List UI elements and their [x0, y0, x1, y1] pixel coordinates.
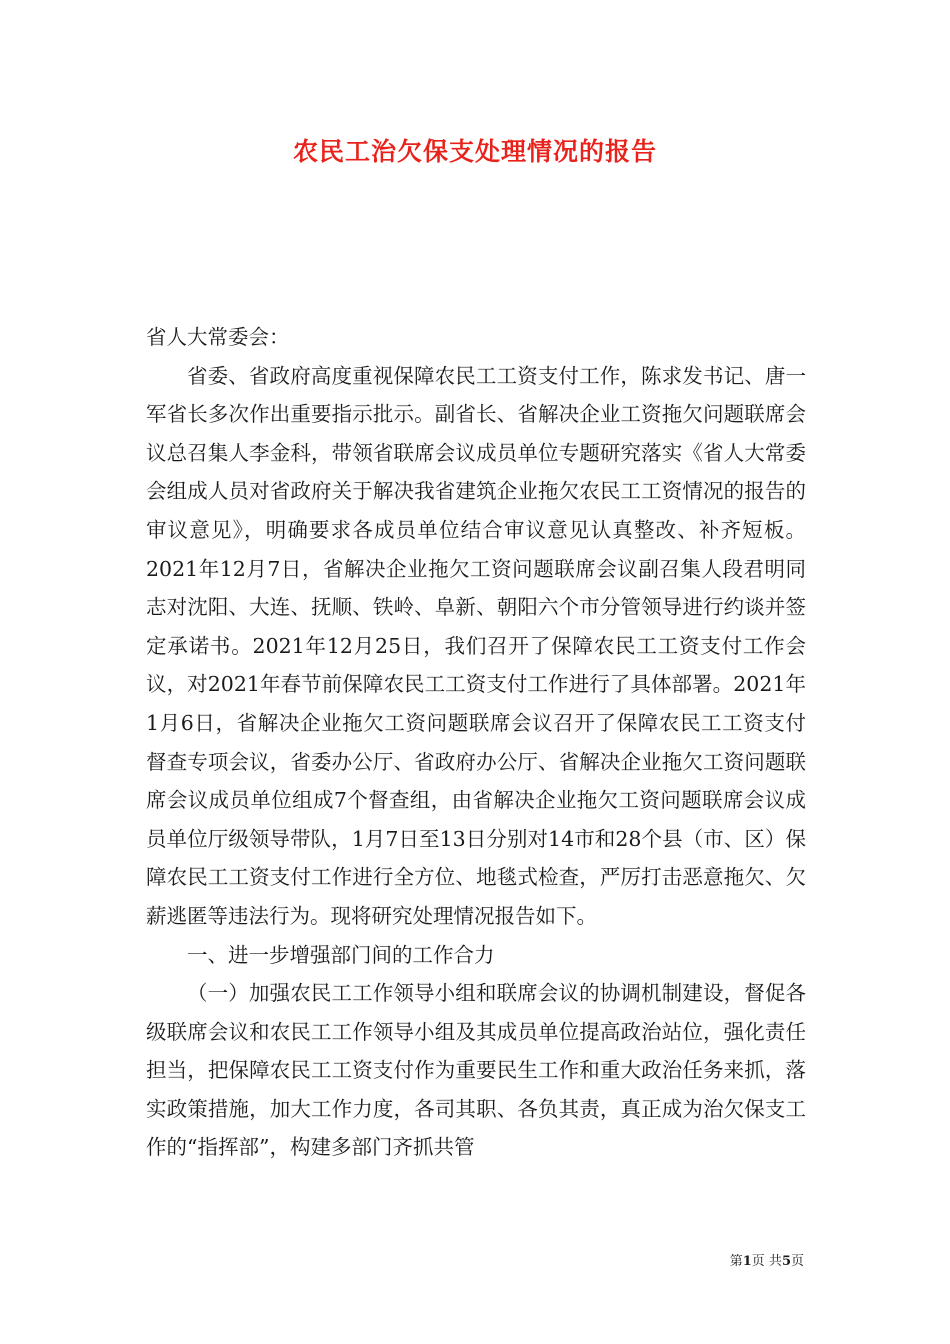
footer-middle: 页 共 — [751, 1254, 782, 1269]
footer-suffix: 页 — [790, 1254, 804, 1269]
subsection-paragraph: （一）加强农民工工作领导小组和联席会议的协调机制建设，督促各级联席会议和农民工工作领导小组及其成员单位提高政治站位，强化责任担当，把保障农民工工资支付作为重要民生工作和重大政治任务来抓，落实政策措施，加大工作力度，各司其职、各负其责，真正成为治欠保支工作的“指挥部”，构建多部门齐抓共管 — [146, 981, 806, 1160]
document-title: 农民工治欠保支处理情况的报告 — [292, 137, 657, 166]
document-body — [146, 318, 806, 1167]
section-heading: 一、进一步增强部门间的工作合力 — [187, 942, 495, 967]
footer-current-page: 1 — [742, 1254, 752, 1269]
salutation: 省人大常委会： — [146, 325, 290, 349]
footer-total-pages: 5 — [781, 1254, 791, 1269]
page-footer — [730, 1250, 804, 1269]
footer-prefix: 第 — [729, 1254, 743, 1269]
body-paragraph: 省委、省政府高度重视保障农民工工资支付工作，陈求发书记、唐一军省长多次作出重要指示批示。副省长、省解决企业工资拖欠问题联席会议总召集人李金科，带领省联席会议成员单位专题研究落实《省人大常委会组成人员对省政府关于解决我省建筑企业拖欠农民工工资情况的报告的审议意见》，明确要求各成员单位结合审议意见认真整改、补齐短板。2021年12月7日，省解决企业拖欠工资问题联席会议副召集人段君明同志对沈阳、大连、抚顺、铁岭、阜新、朝阳六个市分管领导进行约谈并签定承诺书。2021年12月25日，我们召开了保障农民工工资支付工作会议，对2021年春节前保障农民工工资支付工作进行了具体部署。2021年1月6日，省解决企业拖欠工资问题联席会议召开了保障农民工工资支付督查专项会议，省委办公厅、省政府办公厅、省解决企业拖欠工资问题联席会议成员单位组成7个督查组，由省解决企业拖欠工资问题联席会议成员单位厅级领导带队，1月7日至13日分别对14市和28个县（市、区）保障农民工工资支付工作进行全方位、地毯式检查，严厉打击恶意拖欠、欠薪逃匿等违法行为。现将研究处理情况报告如下。 — [146, 363, 806, 928]
